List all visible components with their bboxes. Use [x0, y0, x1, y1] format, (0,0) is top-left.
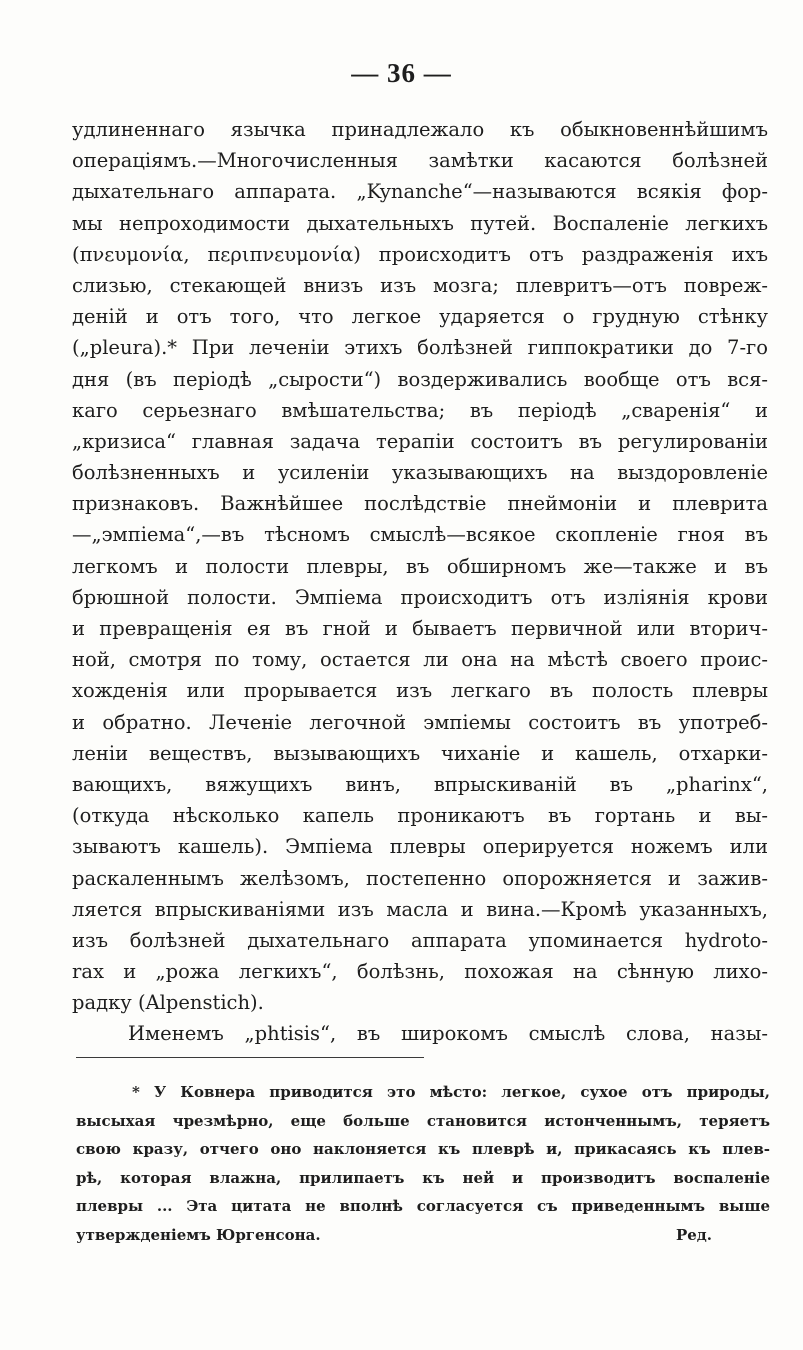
text-line: хожденія или прорывается изъ легкаго въ полость плевры — [72, 679, 768, 703]
text-line: дня (въ періодѣ „сырости“) воздерживались вообще отъ вся- — [72, 367, 768, 391]
text-line: легкомъ и полости плевры, въ обширномъ же—также и въ — [72, 554, 768, 578]
text-line: и обратно. Леченіе легочной эмпіемы состоитъ въ употреб- — [72, 710, 768, 734]
text-line: „кризиса“ главная задача терапіи состоитъ въ регулированіи — [72, 429, 768, 453]
text-line: раскаленнымъ желѣзомъ, постепенно опорожняется и зажив- — [72, 866, 768, 890]
page-number: — 36 — — [351, 58, 452, 88]
text-line: леніи веществъ, вызывающихъ чиханіе и кашель, отхарки- — [72, 741, 768, 765]
text-line: дыхательнаго аппарата. „Kynanche“—называются всякія фор- — [72, 180, 768, 204]
text-line: деній и отъ того, что легкое ударяется о грудную стѣнку — [72, 305, 768, 329]
text-line: ляется впрыскиваніями изъ масла и вина.—Кромѣ указанныхъ, — [72, 897, 768, 921]
text-line: удлиненнаго язычка принадлежало къ обыкновеннѣйшимъ — [72, 118, 768, 141]
footnote-line: утвержденіемъ Юргенсона. — [76, 1225, 321, 1244]
footnote — [76, 1078, 770, 1250]
text-line: —„эмпіема“,—въ тѣсномъ смыслѣ—всякое скопленіе гноя въ — [72, 523, 768, 547]
footnote-line: высыхая чрезмѣрно, еще больше становится истонченнымъ, теряетъ — [76, 1111, 770, 1130]
body-text — [72, 114, 768, 1050]
footnote-line: рѣ, которая влажна, прилипаетъ къ ней и производитъ воспаленіе — [76, 1168, 770, 1187]
text-line: Именемъ „phtisis“, въ широкомъ смыслѣ слова, назы- — [128, 1022, 768, 1046]
text-line: и превращенія ея въ гной и бываетъ первичной или вторич- — [72, 617, 768, 640]
footnote-line: * У Ковнера приводится это мѣсто: легкое, сухое отъ природы, — [132, 1083, 770, 1101]
editor-signature: Ред. — [675, 1225, 712, 1244]
text-line: каго серьезнаго вмѣшательства; въ періодѣ „сваренія“ и — [72, 398, 768, 422]
footnote-line: плевры ... Эта цитата не вполнѣ согласуется съ приведеннымъ выше — [76, 1197, 770, 1216]
text-line: радку (Alpenstich). — [72, 991, 264, 1015]
text-line: rax и „рожа легкихъ“, болѣзнь, похожая на сѣнную лихо- — [72, 960, 768, 984]
text-line: слизью, стекающей внизъ изъ мозга; плевритъ—отъ повреж- — [72, 273, 768, 297]
text-line: („pleura).* При леченіи этихъ болѣзней гиппократики до 7-го — [72, 336, 768, 360]
footnote-line: свою кразу, отчего оно наклоняется къ плеврѣ и, прикасаясь къ плев- — [76, 1140, 770, 1159]
text-line: зываютъ кашель). Эмпіема плевры оперируется ножемъ или — [72, 835, 768, 859]
text-line: признаковъ. Важнѣйшее послѣдствіе пнеймоніи и плеврита — [72, 492, 768, 516]
text-line: болѣзненныхъ и усиленіи указывающихъ на выздоровленіе — [72, 461, 768, 485]
footnote-divider — [76, 1057, 424, 1058]
text-line: вающихъ, вяжущихъ винъ, впрыскиваній въ „pharinx“, — [72, 772, 768, 796]
text-line: (πνευμονία, περιπνευμονία) происходитъ отъ раздраженія ихъ — [72, 242, 768, 266]
text-line: изъ болѣзней дыхательнаго аппарата упоминается hydroto- — [72, 928, 768, 952]
text-line: операціямъ.—Многочисленныя замѣтки касаются болѣзней — [72, 149, 768, 173]
text-line: мы непроходимости дыхательныхъ путей. Воспаленіе легкихъ — [72, 211, 768, 235]
text-line: брюшной полости. Эмпіема происходитъ отъ изліянія крови — [72, 585, 768, 609]
text-line: ной, смотря по тому, остается ли она на мѣстѣ своего проис- — [72, 648, 768, 672]
text-line: (откуда нѣсколько капель проникаютъ въ гортань и вы- — [72, 804, 768, 828]
footnote-last-line — [76, 1221, 770, 1250]
